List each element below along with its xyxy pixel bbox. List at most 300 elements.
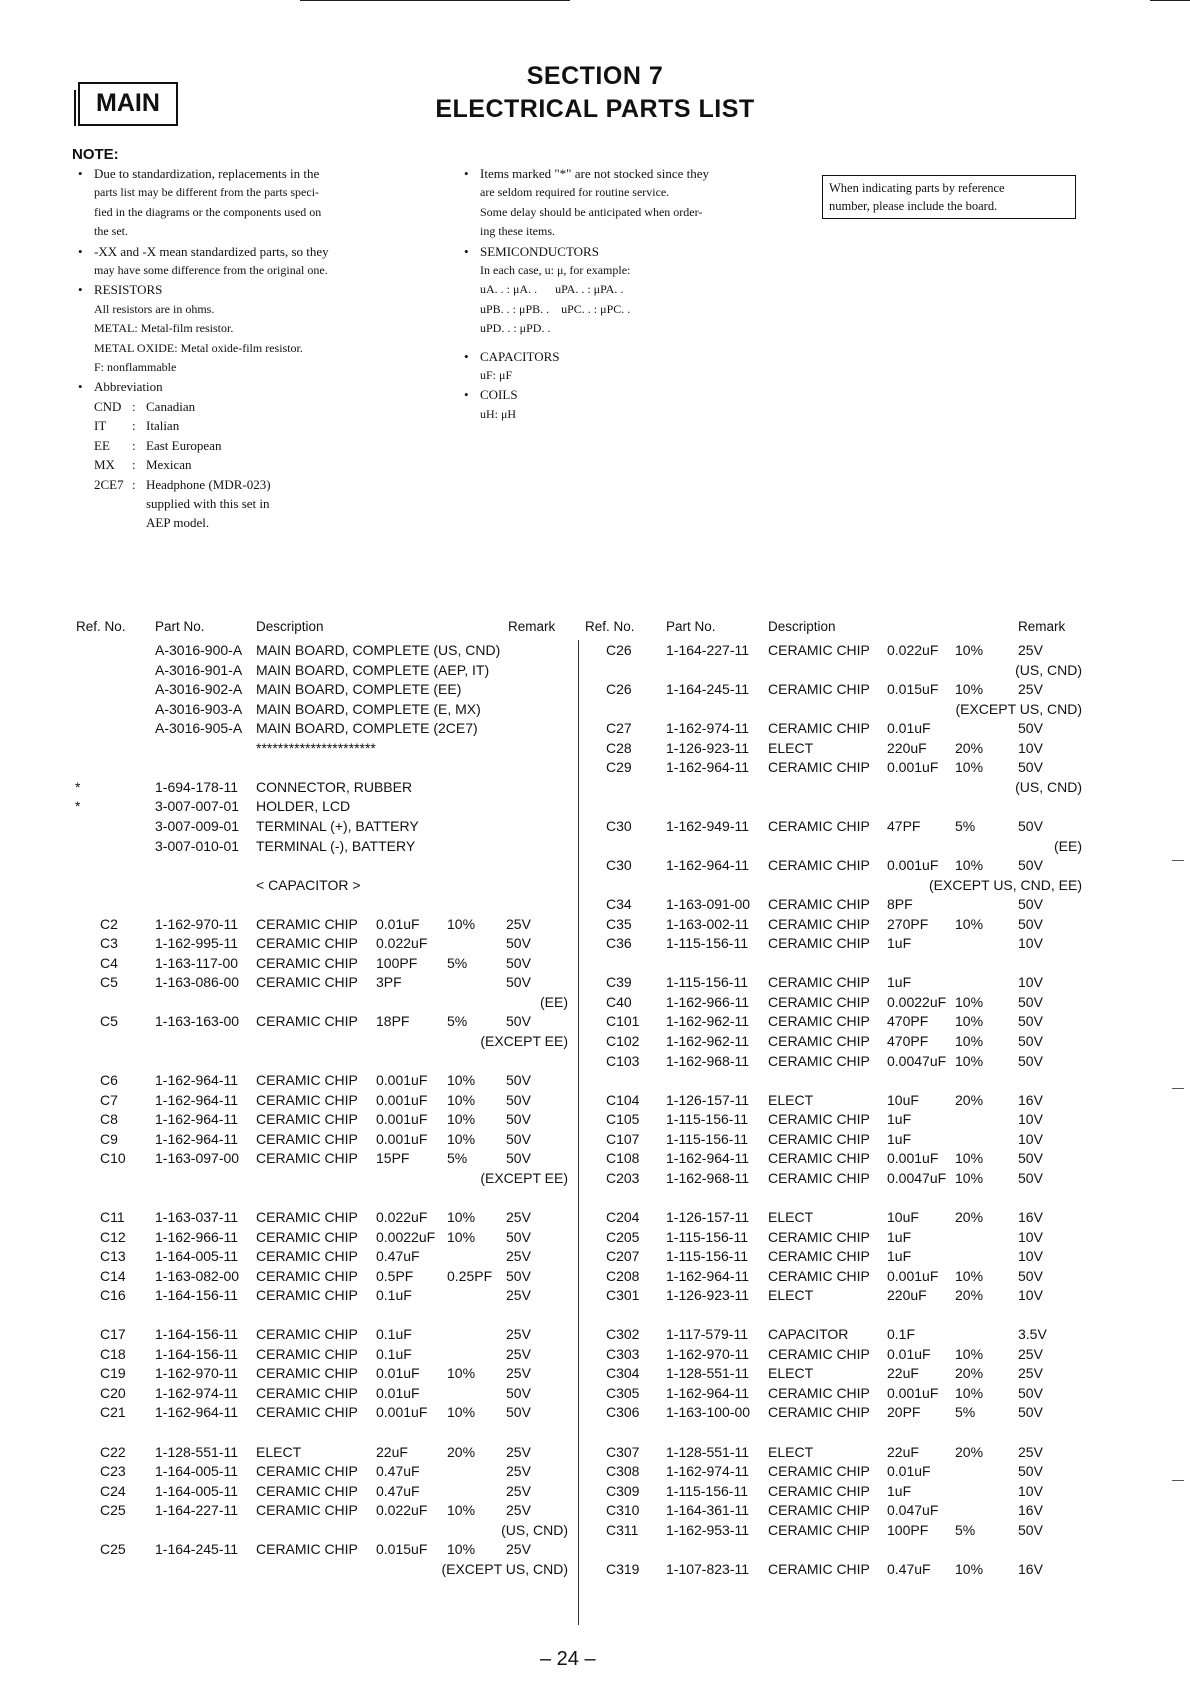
remark: 50V <box>1018 720 1043 737</box>
table-row <box>0 1539 1190 1559</box>
tolerance: 10% <box>447 1130 476 1147</box>
ref-no: C23 <box>100 1463 126 1480</box>
margin-mark <box>1172 1088 1184 1089</box>
table-row <box>0 1324 1190 1344</box>
table-row <box>0 1168 1190 1188</box>
note-text: -XX and -X mean standardized parts, so they <box>94 243 329 259</box>
part-no: 1-163-086-00 <box>155 974 240 991</box>
tolerance: 10% <box>955 1013 984 1030</box>
table-row <box>0 1051 1190 1071</box>
abbreviation-row <box>76 494 416 513</box>
note-text: uA. . : μA. . uPA. . : μPA. . <box>480 282 624 297</box>
remark: 50V <box>1018 1463 1043 1480</box>
remark: 16V <box>1018 1502 1043 1519</box>
table-row <box>0 757 1190 777</box>
ref-no: C24 <box>100 1482 126 1499</box>
table-row <box>0 640 1190 660</box>
header-part-no: Part No. <box>666 619 716 634</box>
note-line <box>462 347 782 366</box>
part-no: 1-126-923-11 <box>666 739 750 756</box>
description: ********************** <box>256 739 376 756</box>
table-row <box>0 1090 1190 1110</box>
value: 0.0047uF <box>887 1169 947 1186</box>
description: CERAMIC CHIP <box>256 1541 358 1558</box>
description: MAIN BOARD, COMPLETE (US, CND) <box>256 642 501 658</box>
ref-no: C2 <box>100 915 118 932</box>
ref-no: C21 <box>100 1404 126 1421</box>
part-no: 1-126-157-11 <box>666 1208 750 1225</box>
part-no: A-3016-905-A <box>155 720 243 737</box>
value: 0.001uF <box>887 1150 939 1167</box>
value: 22uF <box>887 1365 919 1382</box>
tolerance: 20% <box>955 1443 984 1460</box>
value: 0.5PF <box>376 1267 414 1284</box>
description: MAIN BOARD, COMPLETE (EE) <box>256 681 462 698</box>
table-row <box>0 1481 1190 1501</box>
abbreviation-row <box>76 397 416 416</box>
ref-no: C9 <box>100 1130 118 1147</box>
part-no: 1-162-970-11 <box>155 1365 239 1382</box>
remark: 50V <box>1018 817 1043 834</box>
remark: (EXCEPT EE) <box>480 1169 568 1186</box>
description: ELECT <box>768 1443 814 1460</box>
tolerance: 10% <box>955 642 984 658</box>
abbreviation-row <box>76 513 416 532</box>
ref-no: C311 <box>606 1521 639 1538</box>
part-no: 1-162-995-11 <box>155 935 239 952</box>
ref-no: C12 <box>100 1228 126 1245</box>
part-no: 1-162-964-11 <box>155 1404 239 1421</box>
note-line <box>462 164 782 183</box>
note-text: fied in the diagrams or the components used on <box>94 204 322 219</box>
abbreviation-colon <box>132 494 146 513</box>
description: CERAMIC CHIP <box>256 1267 358 1284</box>
remark: (US, CND) <box>1015 661 1082 678</box>
header-description: Description <box>256 619 324 634</box>
board-label: MAIN <box>78 82 178 126</box>
part-no: 1-163-117-00 <box>155 954 239 971</box>
table-row <box>0 953 1190 973</box>
tolerance: 10% <box>955 1345 984 1362</box>
remark: 50V <box>1018 759 1043 776</box>
remark: 25V <box>506 1365 531 1382</box>
ref-no: C16 <box>100 1287 126 1304</box>
remark: (US, CND) <box>501 1521 568 1538</box>
value: 22uF <box>887 1443 919 1460</box>
value: 270PF <box>887 915 929 932</box>
ref-no: C17 <box>100 1326 126 1343</box>
description: CERAMIC CHIP <box>256 935 358 952</box>
value: 3PF <box>376 974 402 991</box>
note-line <box>462 405 782 424</box>
ref-no: C20 <box>100 1384 126 1401</box>
note-line <box>462 222 782 241</box>
part-no: 1-117-579-11 <box>666 1326 748 1343</box>
description: ELECT <box>768 1091 814 1108</box>
note-line <box>76 377 416 396</box>
part-no: 1-126-157-11 <box>666 1091 750 1108</box>
part-no: 1-162-970-11 <box>155 915 239 932</box>
value: 0.0047uF <box>887 1052 947 1069</box>
description: CERAMIC CHIP <box>256 1072 358 1089</box>
part-no: 1-163-082-00 <box>155 1267 240 1284</box>
value: 0.001uF <box>376 1091 428 1108</box>
note-line <box>76 339 416 358</box>
ref-no: C8 <box>100 1111 118 1128</box>
note-line <box>462 385 782 404</box>
description: CERAMIC CHIP <box>768 935 870 952</box>
description: HOLDER, LCD <box>256 798 351 815</box>
part-no: 1-115-156-11 <box>666 1228 748 1245</box>
remark: 10V <box>1018 1482 1043 1499</box>
description: CERAMIC CHIP <box>768 642 870 658</box>
description: CERAMIC CHIP <box>256 1208 358 1225</box>
top-rule <box>300 0 570 1</box>
part-no: 1-163-037-11 <box>155 1208 239 1225</box>
part-no: 1-162-962-11 <box>666 1033 750 1049</box>
note-text: Items marked "*" are not stocked since they <box>480 166 710 181</box>
ref-no: C7 <box>100 1091 118 1108</box>
remark: 50V <box>1018 1033 1043 1049</box>
reference-note-box <box>822 175 1076 219</box>
part-no: 1-115-156-11 <box>666 974 748 991</box>
ref-no: C301 <box>606 1287 640 1304</box>
ref-no: C203 <box>606 1169 640 1186</box>
remark: 50V <box>506 1130 531 1147</box>
value: 0.001uF <box>376 1404 428 1421</box>
ref-no: C302 <box>606 1326 640 1343</box>
remark: (EXCEPT EE) <box>480 1033 568 1049</box>
part-no: 1-126-923-11 <box>666 1287 750 1304</box>
tolerance: 5% <box>447 954 468 971</box>
tolerance: 5% <box>955 1521 976 1538</box>
value: 0.1uF <box>376 1287 412 1304</box>
value: 0.01uF <box>887 1463 931 1480</box>
ref-no: C26 <box>606 642 632 658</box>
value: 22uF <box>376 1443 408 1460</box>
value: 1uF <box>887 1248 912 1265</box>
remark: 50V <box>1018 1521 1043 1538</box>
note-line <box>462 242 782 261</box>
abbreviation-code <box>94 494 132 513</box>
description: CERAMIC CHIP <box>256 1345 358 1362</box>
note-line <box>76 300 416 319</box>
tolerance: 10% <box>955 857 984 874</box>
ref-no: C4 <box>100 954 118 971</box>
remark: (EXCEPT US, CND) <box>955 700 1082 717</box>
description: CERAMIC CHIP <box>768 1521 870 1538</box>
tolerance: 5% <box>447 1150 468 1167</box>
part-no: 1-128-551-11 <box>666 1443 750 1460</box>
description: CERAMIC CHIP <box>256 1091 358 1108</box>
section-subtitle: ELECTRICAL PARTS LIST <box>435 95 755 123</box>
part-no: 1-163-002-11 <box>666 915 750 932</box>
header-description: Description <box>768 619 836 634</box>
part-no: 1-164-245-11 <box>155 1541 239 1558</box>
value: 0.01uF <box>376 915 420 932</box>
description: CERAMIC CHIP <box>768 1502 870 1519</box>
ref-no: C6 <box>100 1072 118 1089</box>
ref-no: C103 <box>606 1052 640 1069</box>
value: 0.0022uF <box>887 993 947 1010</box>
note-text: the set. <box>94 224 128 239</box>
part-no: 1-162-964-11 <box>666 759 750 776</box>
table-row <box>0 1031 1190 1051</box>
table-row <box>0 816 1190 836</box>
tolerance: 10% <box>955 1267 984 1284</box>
ref-no: C310 <box>606 1502 640 1519</box>
note-text: CAPACITORS <box>480 348 560 364</box>
tolerance: 10% <box>955 1169 984 1186</box>
part-no: 1-162-964-11 <box>155 1072 239 1089</box>
part-no: 3-007-010-01 <box>155 837 240 854</box>
value: 1uF <box>887 1130 912 1147</box>
note-text: uPD. . : μPD. . <box>480 321 551 336</box>
table-row <box>0 738 1190 758</box>
part-no: 1-162-949-11 <box>666 817 750 834</box>
part-no: 3-007-009-01 <box>155 817 240 834</box>
tolerance: 10% <box>447 1502 476 1519</box>
remark: 50V <box>506 1013 531 1030</box>
table-row <box>0 1266 1190 1286</box>
tolerance: 20% <box>955 1287 984 1304</box>
top-right-rule <box>1150 0 1190 1</box>
note-text: RESISTORS <box>94 282 163 298</box>
part-no: 1-162-974-11 <box>155 1384 239 1401</box>
ref-no: C309 <box>606 1482 640 1499</box>
description: CERAMIC CHIP <box>768 1560 870 1577</box>
description: CERAMIC CHIP <box>768 993 870 1010</box>
part-no: 1-128-551-11 <box>666 1365 750 1382</box>
note-text: Due to standardization, replacements in the <box>94 166 320 181</box>
part-no: 1-162-966-11 <box>666 993 750 1010</box>
description: CERAMIC CHIP <box>768 1033 870 1049</box>
value: 0.001uF <box>376 1130 428 1147</box>
table-row <box>0 972 1190 992</box>
value: 0.01uF <box>887 1345 931 1362</box>
reference-note-line: number, please include the board. <box>829 199 998 213</box>
note-text: parts list may be different from the parts speci- <box>94 185 320 200</box>
abbreviation-meaning: Canadian <box>146 398 196 414</box>
tolerance: 5% <box>955 817 976 834</box>
ref-no: C34 <box>606 896 632 913</box>
description: CERAMIC CHIP <box>768 1248 870 1265</box>
value: 0.022uF <box>376 935 428 952</box>
description: CERAMIC CHIP <box>256 1326 358 1343</box>
description: ELECT <box>768 739 814 756</box>
abbreviation-code <box>94 513 132 532</box>
value: 0.015uF <box>887 681 939 698</box>
ref-no: C19 <box>100 1365 126 1382</box>
table-row <box>0 1500 1190 1520</box>
value: 0.001uF <box>376 1072 428 1089</box>
note-text: uH: μH <box>480 406 517 421</box>
remark: 3.5V <box>1018 1326 1047 1343</box>
note-text: Some delay should be anticipated when order- <box>480 204 703 219</box>
description: CONNECTOR, RUBBER <box>256 778 413 795</box>
part-no: 3-007-007-01 <box>155 798 240 815</box>
remark: 25V <box>1018 681 1043 698</box>
abbreviation-colon: : <box>132 437 136 453</box>
tolerance: 10% <box>447 1228 476 1245</box>
remark: 50V <box>1018 1013 1043 1030</box>
remark: 50V <box>1018 1052 1043 1069</box>
description: MAIN BOARD, COMPLETE (E, MX) <box>256 700 481 717</box>
remark: (EXCEPT US, CND) <box>441 1560 568 1577</box>
table-row <box>0 1442 1190 1462</box>
part-no: 1-162-953-11 <box>666 1521 750 1538</box>
abbreviation-row <box>76 475 416 494</box>
remark: 25V <box>506 1482 531 1499</box>
description: CERAMIC CHIP <box>768 1404 870 1421</box>
description: CERAMIC CHIP <box>256 954 358 971</box>
table-row <box>0 1285 1190 1305</box>
reference-note-line: When indicating parts by reference <box>829 181 1005 195</box>
value: 100PF <box>376 954 418 971</box>
ref-no: C208 <box>606 1267 640 1284</box>
ref-no: C205 <box>606 1228 640 1245</box>
tolerance: 20% <box>955 739 984 756</box>
note-line <box>462 300 782 319</box>
note-line <box>76 183 416 202</box>
table-row <box>0 777 1190 797</box>
margin-mark <box>1172 860 1184 861</box>
ref-no: C5 <box>100 1013 118 1030</box>
note-text: In each case, u: μ, for example: <box>480 263 631 278</box>
description: CERAMIC CHIP <box>768 1482 870 1499</box>
table-row <box>0 875 1190 895</box>
value: 18PF <box>376 1013 410 1030</box>
remark: 25V <box>506 915 531 932</box>
description: CERAMIC CHIP <box>256 1482 358 1499</box>
remark: 25V <box>506 1208 531 1225</box>
note-text: COILS <box>480 387 518 403</box>
description: CERAMIC CHIP <box>768 720 870 737</box>
description: CERAMIC CHIP <box>256 1463 358 1480</box>
remark: 50V <box>1018 1384 1043 1401</box>
remark: 50V <box>506 954 531 971</box>
note-line <box>462 366 782 385</box>
description: CERAMIC CHIP <box>768 1052 870 1069</box>
description: CERAMIC CHIP <box>256 974 358 991</box>
remark: 50V <box>506 1384 531 1401</box>
part-no: 1-164-245-11 <box>666 681 750 698</box>
part-no: 1-162-964-11 <box>155 1111 239 1128</box>
tolerance: 10% <box>447 1091 476 1108</box>
remark: 50V <box>506 1072 531 1089</box>
value: 1uF <box>887 1111 912 1128</box>
description: ELECT <box>768 1287 814 1304</box>
tolerance: 10% <box>955 915 984 932</box>
ref-no: C39 <box>606 974 632 991</box>
note-text: ing these items. <box>480 224 555 239</box>
description: CERAMIC CHIP <box>256 1404 358 1421</box>
description: CERAMIC CHIP <box>768 1169 870 1186</box>
part-no: 1-163-097-00 <box>155 1150 240 1167</box>
remark: 50V <box>1018 1267 1043 1284</box>
table-row <box>0 1227 1190 1247</box>
part-no: A-3016-902-A <box>155 681 243 698</box>
description: CERAMIC CHIP <box>768 1150 870 1167</box>
part-no: 1-164-156-11 <box>155 1326 239 1343</box>
value: 0.047uF <box>887 1502 939 1519</box>
value: 0.022uF <box>376 1502 428 1519</box>
ref-no: C307 <box>606 1443 640 1460</box>
header-remark: Remark <box>508 619 556 634</box>
description: CERAMIC CHIP <box>768 974 870 991</box>
remark: 50V <box>506 1404 531 1421</box>
ref-no: C30 <box>606 817 632 834</box>
ref-no: C207 <box>606 1248 640 1265</box>
part-no: 1-162-968-11 <box>666 1169 750 1186</box>
remark: 50V <box>506 974 531 991</box>
ref-no: C28 <box>606 739 632 756</box>
description: CERAMIC CHIP <box>256 1502 358 1519</box>
abbreviation-meaning: supplied with this set in <box>146 495 270 511</box>
abbreviation-code: IT <box>94 418 107 434</box>
table-row <box>0 1559 1190 1579</box>
part-no: 1-162-964-11 <box>666 1267 750 1284</box>
part-no: 1-115-156-11 <box>666 1111 748 1128</box>
tolerance: 10% <box>447 1541 476 1558</box>
remark: 50V <box>506 1111 531 1128</box>
tolerance: 10% <box>955 1052 984 1069</box>
note-line <box>462 203 782 222</box>
value: 0.47uF <box>376 1463 420 1480</box>
value: 220uF <box>887 739 927 756</box>
remark: 50V <box>1018 896 1043 913</box>
description: CERAMIC CHIP <box>768 681 870 698</box>
description: CERAMIC CHIP <box>768 1345 870 1362</box>
remark: 10V <box>1018 1248 1043 1265</box>
value: 0.47uF <box>887 1560 931 1577</box>
abbreviation-meaning: East European <box>146 437 222 453</box>
remark: 50V <box>1018 1150 1043 1167</box>
tolerance: 5% <box>955 1404 976 1421</box>
part-no: 1-162-964-11 <box>155 1091 239 1108</box>
abbreviation-code: CND <box>94 398 122 414</box>
description: CERAMIC CHIP <box>768 759 870 776</box>
value: 10uF <box>887 1091 919 1108</box>
abbreviation-meaning: Headphone (MDR-023) <box>146 476 271 492</box>
note-line <box>462 183 782 202</box>
part-no: 1-128-551-11 <box>155 1443 239 1460</box>
table-row <box>0 1246 1190 1266</box>
remark: 50V <box>506 1091 531 1108</box>
ref-no: C35 <box>606 915 632 932</box>
ref-no: C101 <box>606 1013 640 1030</box>
ref-no: C5 <box>100 974 118 991</box>
tolerance: 10% <box>447 1111 476 1128</box>
value: 0.001uF <box>887 1384 939 1401</box>
remark: 25V <box>1018 1345 1043 1362</box>
header-part-no: Part No. <box>155 619 205 634</box>
remark: (EXCEPT US, CND, EE) <box>929 876 1082 893</box>
remark: 25V <box>1018 1365 1043 1382</box>
part-no: 1-162-968-11 <box>666 1052 750 1069</box>
part-no: 1-115-156-11 <box>666 935 748 952</box>
remark: 25V <box>506 1541 531 1558</box>
note-text: may have some difference from the original one. <box>94 263 328 278</box>
abbreviation-meaning: AEP model. <box>146 515 210 531</box>
table-row <box>0 699 1190 719</box>
part-no: 1-164-156-11 <box>155 1287 239 1304</box>
remark: 50V <box>1018 1404 1043 1421</box>
part-no: 1-164-005-11 <box>155 1463 239 1480</box>
description: CERAMIC CHIP <box>768 1013 870 1030</box>
note-heading: NOTE: <box>72 146 119 163</box>
remark: 10V <box>1018 1287 1043 1304</box>
